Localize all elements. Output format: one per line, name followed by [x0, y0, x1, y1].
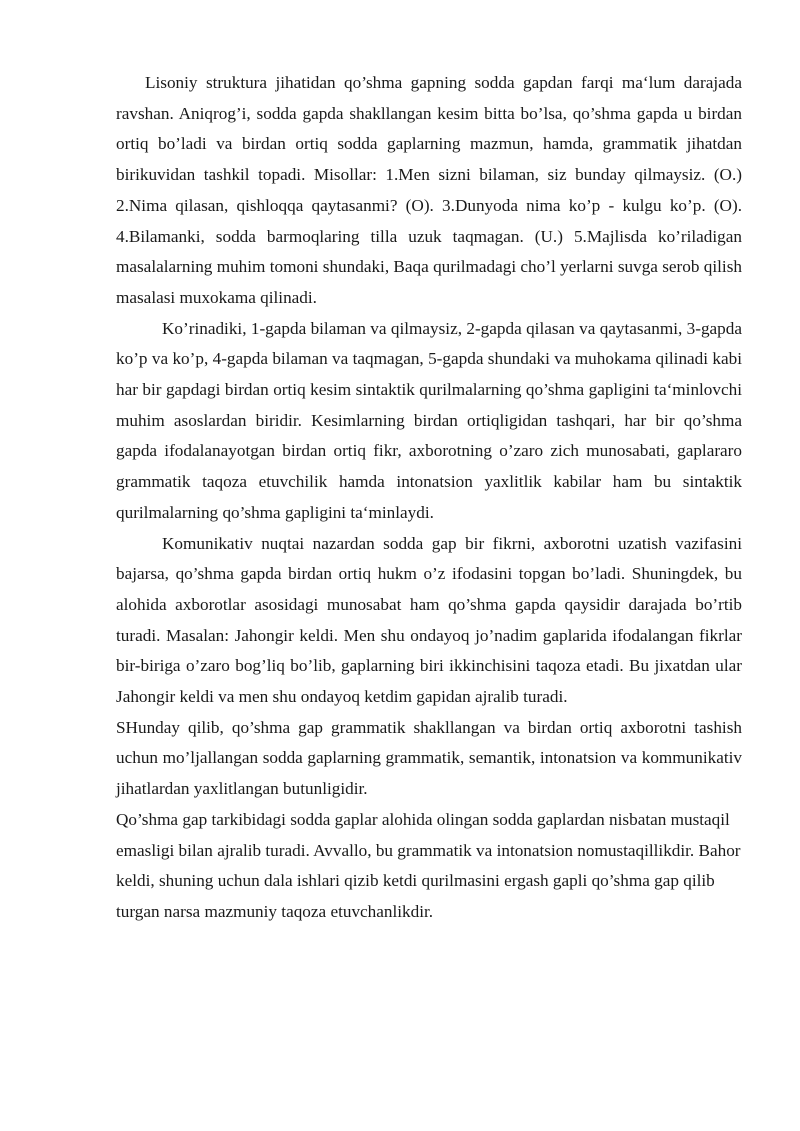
document-page: [116, 68, 742, 928]
paragraph-3: Komunikativ nuqtai nazardan sodda gap bir fikrni, axborotni uzatish vazifasini bajarsa, qo’shma gapda birdan ortiq hukm o’z ifodasini topgan bo’ladi. Shuningdek, bu alohida axborotlar asosidagi munosabat ham qo’shma gapda qaysidir darajada bo’rtib turadi. Masalan: Jahongir keldi. Men shu ondayoq jo’nadim gaplarida ifodalangan fikrlar bir-biriga o’zaro bog’liq bo’lib, gaplarning biri ikkinchisini taqoza etadi. Bu jixatdan ular Jahongir keldi va men shu ondayoq ketdim gapidan ajralib turadi.: [116, 533, 742, 707]
paragraph-1: Lisoniy struktura jihatidan qo’shma gapning sodda gapdan farqi ma‘lum darajada ravshan. Aniqrog’i, sodda gapda shakllangan kesim bitta bo’lsa, qo’shma gapda u birdan ortiq bo’ladi va birdan ortiq sodda gaplarning mazmun, hamda, grammatik jihatdan birikuvidan tashkil topadi. Misollar: 1.Men sizni bilaman, siz bunday qilmaysiz. (O.) 2.Nima qilasan, qishloqqa qaytasanmi? (O). 3.Dunyoda nima ko’p - kulgu ko’p. (O). 4.Bilamanki, sodda barmoqlaring tilla uzuk taqmagan. (U.) 5.Majlisda ko’riladigan masalalarning muhim tomoni shundaki, Baqa qurilmadagi cho’l yerlarni suvga serob qilish masalasi muxokama qilinadi.: [116, 73, 742, 307]
paragraph-4: SHunday qilib, qo’shma gap grammatik shakllangan va birdan ortiq axborotni tashish uchun mo’ljallangan sodda gaplarning grammatik, semantik, intonatsion va kommunikativ jihatlardan yaxlitlangan butunligidir.: [116, 717, 742, 799]
paragraph-2: Ko’rinadiki, 1-gapda bilaman va qilmaysiz, 2-gapda qilasan va qaytasanmi, 3-gapda ko’p va ko’p, 4-gapda bilaman va taqmagan, 5-gapda shundaki va muhokama qilinadi kabi har bir gapdagi birdan ortiq kesim sintaktik qurilmalarning qo’shma gapligini ta‘minlovchi muhim asoslardan biridir. Kesimlarning birdan ortiqligidan tashqari, har bir qo’shma gapda ifodalanayotgan birdan ortiq fikr, axborotning o’zaro zich munosabati, gaplararo grammatik taqoza etuvchilik hamda intonatsion yaxlitlik kabilar ham bu sintaktik qurilmalarning qo’shma gapligini ta‘minlaydi.: [116, 318, 742, 522]
paragraph-5: Qo’shma gap tarkibidagi sodda gaplar alohida olingan sodda gaplardan nisbatan mustaqil emasligi bilan ajralib turadi. Avvallo, bu grammatik va intonatsion nomustaqillikdir. Bahor keldi, shuning uchun dala ishlari qizib ketdi qurilmasini ergash gapli qo’shma gap qilib turgan narsa mazmuniy taqoza etuvchanlikdir.: [116, 809, 741, 921]
